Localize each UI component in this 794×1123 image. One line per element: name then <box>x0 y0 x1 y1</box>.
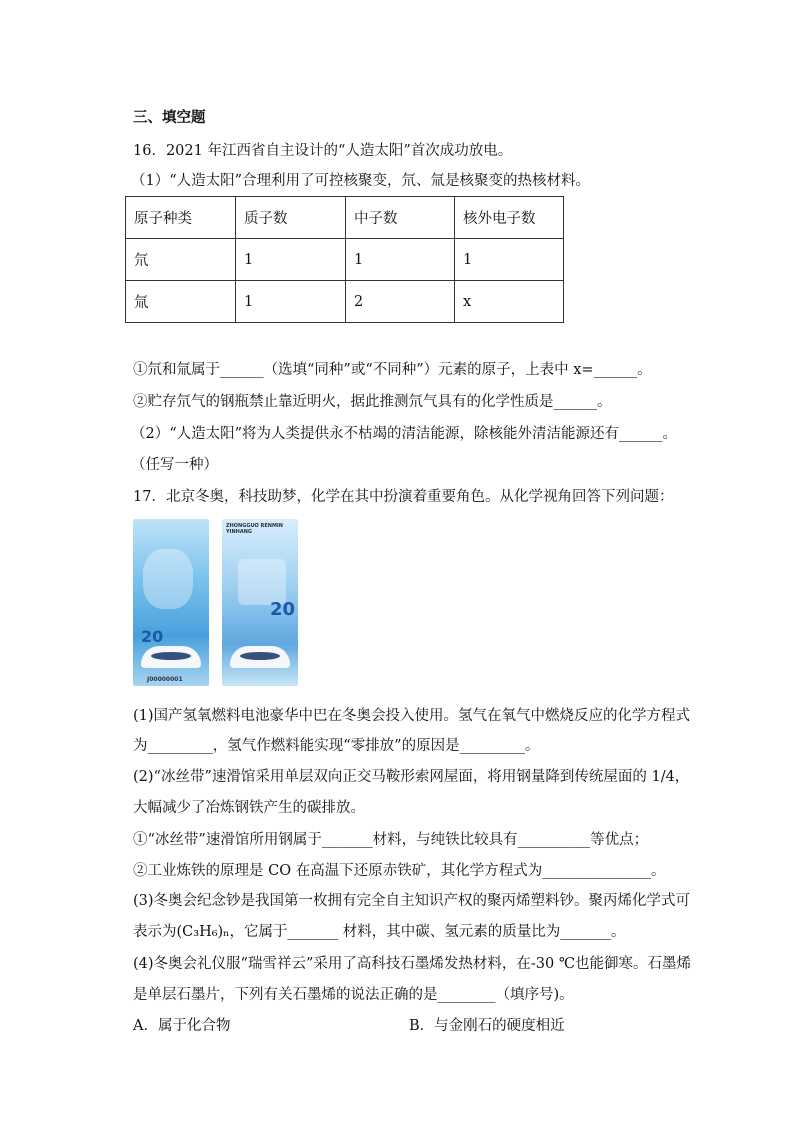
option-a: A．属于化合物 <box>133 1018 231 1034</box>
section-title: 三、填空题 <box>133 110 206 126</box>
q16-sub2: ②贮存氘气的钢瓶禁止靠近明火，据此推测氘气具有的化学性质是______。 <box>133 394 612 410</box>
q16-part2-note: （任写一种） <box>131 457 218 473</box>
table-cell: 氚 <box>126 281 236 323</box>
isotope-table <box>125 196 564 323</box>
q17-p2-sub2: ②工业炼铁的原理是 CO 在高温下还原赤铁矿，其化学方程式为_______________。 <box>133 863 666 879</box>
banknote-front-image <box>133 519 209 686</box>
table-row <box>126 281 564 323</box>
table-header-cell: 质子数 <box>236 197 346 239</box>
q17-stem: 17．北京冬奥，科技助梦，化学在其中扮演着重要角色。从化学视角回答下列问题： <box>133 489 674 505</box>
q17-p2-line1: (2)“冰丝带”速滑馆采用单层双向正交马鞍形索网屋面，将用钢量降到传统屋面的 1/4， <box>133 769 690 785</box>
table-header-cell: 核外电子数 <box>455 197 564 239</box>
note-value: 20 <box>141 627 164 646</box>
table-cell: 1 <box>455 239 564 281</box>
q17-p1-line1: (1)国产氢氧燃料电池豪华中巴在冬奥会投入使用。氢气在氧气中燃烧反应的化学方程式 <box>133 708 691 724</box>
q16-part1-intro: （1）“人造太阳”合理利用了可控核聚变，氘、氚是核聚变的热核材料。 <box>131 173 591 189</box>
q17-p4-line1: (4)冬奥会礼仪服“瑞雪祥云”采用了高科技石墨烯发热材料，在-30 ℃也能御寒。石墨烯 <box>133 956 692 972</box>
note-value: 20 <box>270 599 296 620</box>
q16-stem: 16．2021 年江西省自主设计的“人造太阳”首次成功放电。 <box>133 143 513 159</box>
table-cell: 2 <box>346 281 455 323</box>
q16-part2: （2）“人造太阳”将为人类提供永不枯竭的清洁能源，除核能外清洁能源还有______。 <box>131 426 678 442</box>
table-cell: 1 <box>236 281 346 323</box>
q17-p3-line2: 表示为(C₃H₆)ₙ，它属于_______ 材料，其中碳、氢元素的质量比为_______。 <box>133 924 626 940</box>
q17-p2-sub1: ①“冰丝带”速滑馆所用钢属于_______材料，与纯铁比较具有__________等优点； <box>133 832 649 848</box>
note-serial: J00000001 <box>147 676 183 683</box>
q17-p4-line2: 是单层石墨片，下列有关石墨烯的说法正确的是________（填序号)。 <box>133 987 574 1003</box>
q16-sub1: ①氘和氚属于______（选填“同种”或“不同种”）元素的原子，上表中 x=______。 <box>133 362 652 378</box>
table-cell: 氘 <box>126 239 236 281</box>
table-cell: 1 <box>236 239 346 281</box>
table-header-cell: 中子数 <box>346 197 455 239</box>
table-cell: 1 <box>346 239 455 281</box>
table-row <box>126 239 564 281</box>
table-header-cell: 原子种类 <box>126 197 236 239</box>
banknote-back-image <box>222 519 298 686</box>
q17-p3-line1: (3)冬奥会纪念钞是我国第一枚拥有完全自主知识产权的聚丙烯塑料钞。聚丙烯化学式可 <box>133 893 691 909</box>
table-cell: x <box>455 281 564 323</box>
table-header-row <box>126 197 564 239</box>
q17-p2-line2: 大幅减少了冶炼钢铁产生的碳排放。 <box>133 800 365 816</box>
option-b: B．与金刚石的硬度相近 <box>409 1018 565 1034</box>
note-header: ZHONGGUO RENMIN YINHANG <box>226 523 283 535</box>
q17-p1-line2: 为_________，氢气作燃料能实现“零排放”的原因是_________。 <box>133 738 540 754</box>
